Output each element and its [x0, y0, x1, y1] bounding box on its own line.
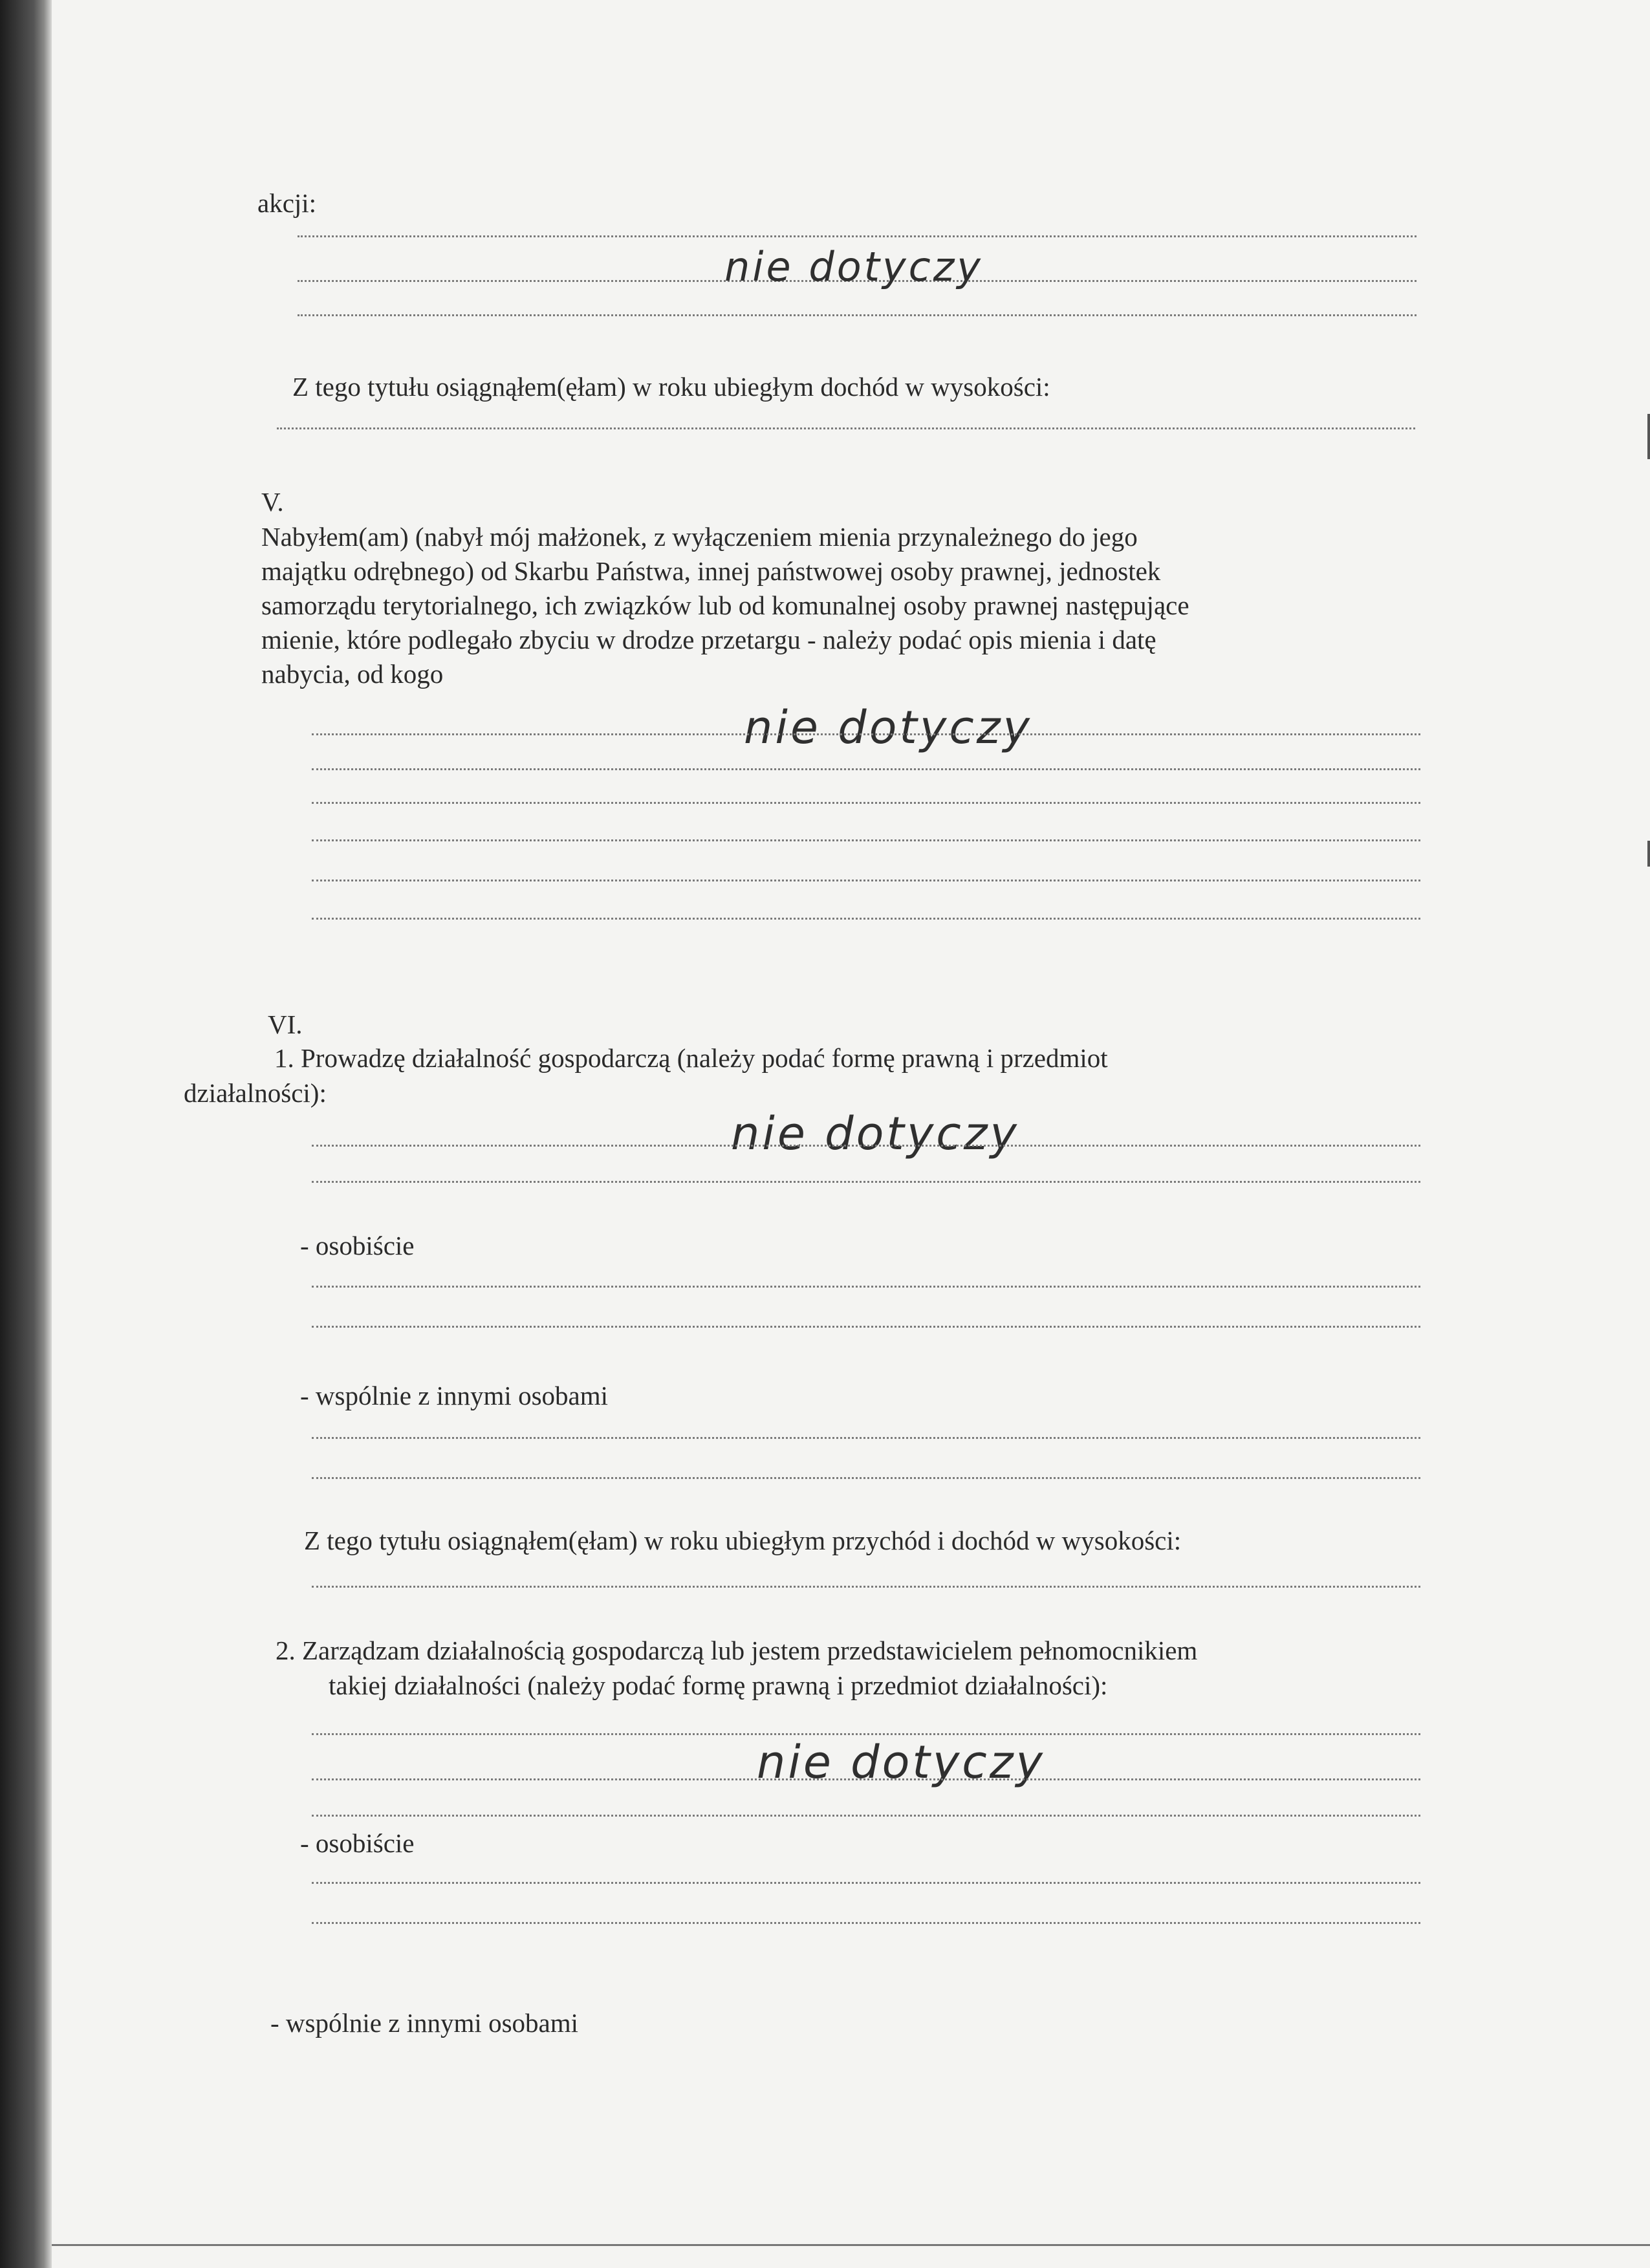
income-label-iv: Z tego tytułu osiągnąłem(ęłam) w roku ubiegłym dochód w wysokości:: [292, 372, 1050, 402]
answer-line: [312, 1286, 1420, 1288]
answer-line: [312, 1586, 1420, 1588]
section-v-text-line-2: majątku odrębnego) od Skarbu Państwa, innej państwowej osoby prawnej, jednostek: [261, 556, 1161, 586]
scan-edge-mark: [1647, 414, 1650, 459]
section-vi-item1-line-1: 1. Prowadzę działalność gospodarczą (należy podać formę prawną i przedmiot: [274, 1043, 1108, 1073]
scan-bottom-edge: [52, 2244, 1650, 2246]
personally-label-2: - osobiście: [300, 1828, 415, 1858]
answer-line: [312, 1922, 1420, 1924]
answer-line: [312, 1477, 1420, 1479]
section-v-number: V.: [261, 487, 284, 517]
answer-line: [312, 1778, 1420, 1780]
answer-line: [312, 918, 1420, 920]
income-label-vi: Z tego tytułu osiągnąłem(ęłam) w roku ubiegłym przychód i dochód w wysokości:: [304, 1526, 1182, 1555]
section-v-text-line-4: mienie, które podlegało zbyciu w drodze przetargu - należy podać opis mienia i datę: [261, 625, 1156, 654]
answer-line: [312, 733, 1420, 735]
handwritten-answer: nie dotyczy: [724, 243, 983, 290]
answer-line: [312, 1145, 1420, 1147]
answer-line: [312, 880, 1420, 881]
section-vi-number: VI.: [268, 1010, 303, 1039]
answer-line: [312, 1815, 1420, 1817]
answer-line: [312, 1733, 1420, 1735]
section-vi-item2-line-1: 2. Zarządzam działalnością gospodarczą lub jestem przedstawicielem pełnomocnikiem: [276, 1636, 1198, 1665]
section-v-text-line-3: samorządu terytorialnego, ich związków lub od komunalnej osoby prawnej następujące: [261, 590, 1189, 620]
jointly-label: - wspólnie z innymi osobami: [300, 1381, 609, 1410]
answer-line: [298, 314, 1417, 316]
section-vi-item2-line-2: takiej działalności (należy podać formę prawną i przedmiot działalności):: [329, 1670, 1108, 1700]
section-vi-item1-line-2: działalności):: [184, 1078, 327, 1108]
answer-line: [312, 802, 1420, 804]
scan-binding-edge: [0, 0, 52, 2268]
answer-line: [312, 1181, 1420, 1183]
akcji-label: akcji:: [257, 188, 317, 218]
jointly-label-2: - wspólnie z innymi osobami: [270, 2008, 579, 2038]
answer-line: [277, 427, 1415, 429]
answer-line: [312, 1882, 1420, 1884]
section-v-text-line-5: nabycia, od kogo: [261, 659, 444, 689]
answer-line: [312, 1326, 1420, 1328]
answer-line: [312, 839, 1420, 841]
answer-line: [298, 235, 1417, 237]
handwritten-answer: nie dotyczy: [744, 701, 1032, 754]
answer-line: [312, 768, 1420, 770]
handwritten-answer: nie dotyczy: [757, 1736, 1045, 1789]
handwritten-answer: nie dotyczy: [731, 1107, 1019, 1160]
section-v-text-line-1: Nabyłem(am) (nabył mój małżonek, z wyłączeniem mienia przynależnego do jego: [261, 522, 1138, 552]
personally-label: - osobiście: [300, 1231, 415, 1260]
answer-line: [312, 1437, 1420, 1439]
scan-edge-mark: [1647, 841, 1650, 867]
